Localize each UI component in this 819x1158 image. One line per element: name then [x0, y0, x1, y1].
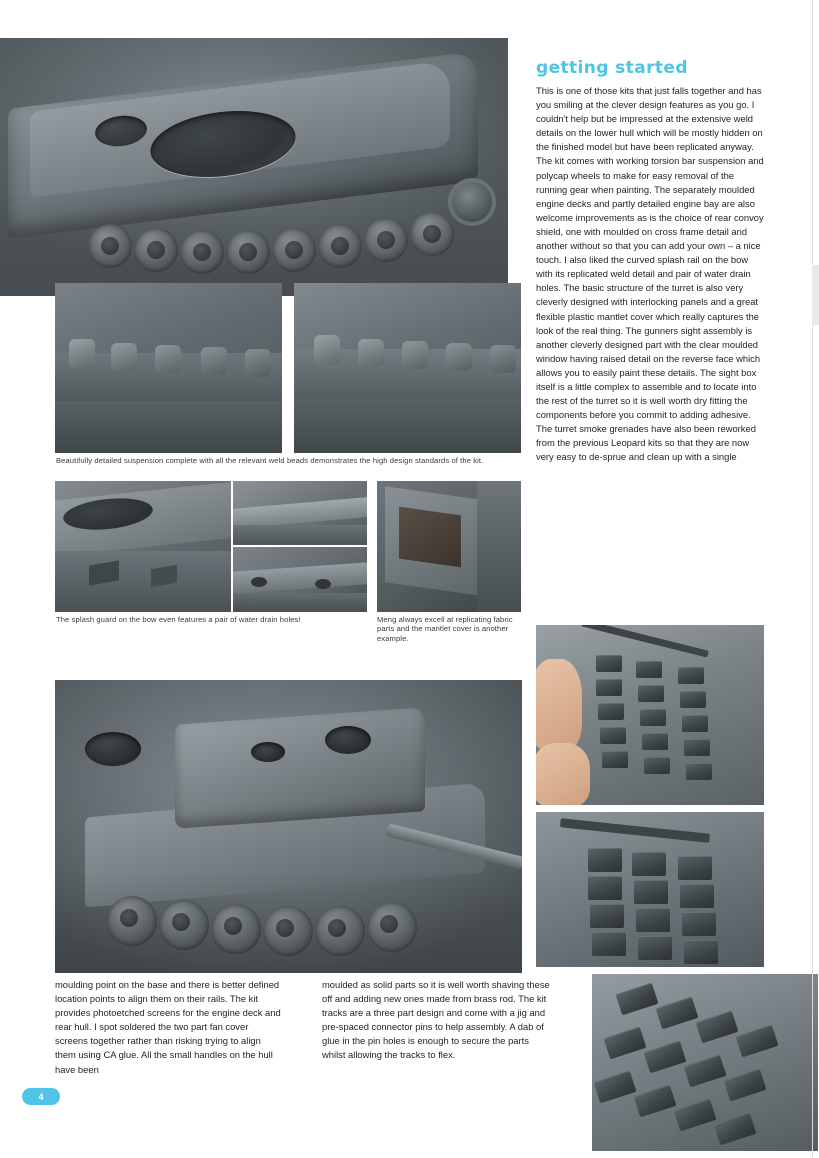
page-number-badge: 4 [22, 1088, 60, 1105]
photo-suspension-detail-right [294, 283, 521, 453]
page-edge-mark [812, 265, 819, 325]
photo-bow-detail-bottom [233, 547, 367, 612]
photo-lower-hull-assembly [0, 38, 508, 296]
article-body-bottom-column-2: moulded as solid parts so it is well worth shaving these off and adding new ones made from brass rod. The kit tracks are a three part design and come with a jig and pre-spaced connector pins to help assembly. A dab of glue in the pin holes is enough to secure the parts whilst allowing the tracks to flex. [322, 979, 550, 1061]
photo-assembled-turret-and-hull [55, 680, 522, 973]
hand [536, 659, 582, 751]
photo-bow-splash-guard [55, 481, 231, 612]
hand [536, 743, 590, 805]
photo-vignette [55, 680, 522, 973]
photo-assembled-track-run [592, 974, 818, 1151]
photo-suspension-detail-left [55, 283, 282, 453]
section-heading: getting started [536, 58, 688, 78]
photo-bow-detail-top [233, 481, 367, 545]
photo-mantlet-cover [377, 481, 521, 612]
article-body-right-column: This is one of those kits that just falls together and has you smiling at the clever design features as you go. I couldn't help but be impressed at the extensive weld details on the lower hull which will be mostly hidden on the finished model but have been replicated anyway. The kit comes with working torsion bar suspension and polycap wheels to make for easy removal of the running gear when painting. The separately moulded engine decks and partly detailed engine bay are also welcome improvements as is the choice of rear convoy shield, one with moulded on cross frame detail and another without so that you can add your own – a nice touch. I also liked the curved splash rail on the bow with its replicated weld detail and pair of water drain holes. The basic structure of the turret is also very cleverly designed with interlocking panels and a great flexible plastic mantlet cover which really captures the look of the real thing. The gunners sight assembly is another cleverly designed part with the clear moulded window having raised detail on the reverse face which allows you to easily paint these details. The sight box itself is a little complex to assemble and to locate into the rest of the turret so it is well worth dry fitting the components before you commit to adding adhesive. The turret smoke grenades have also been reworked from the previous Leopard kits so that they are now very easy to de-sprue and clean up with a single [536, 85, 764, 463]
photo-track-links-on-sprue [536, 625, 764, 805]
photo-vignette [0, 38, 508, 296]
page-edge-rule [812, 0, 813, 1158]
caption-suspension: Beautifully detailed suspension complete with all the relevant weld beads demonstrates the high design standards of the kit. [56, 456, 484, 465]
article-body-bottom-column-1: moulding point on the base and there is better defined location points to align them on their rails. The kit provides photoetched screens for the engine deck and rear hull. I spot soldered the two part fan cover screens together rather than risking trying to align them using CA glue. All the small handles on the hull have been [55, 979, 281, 1075]
photo-track-link-jig [536, 812, 764, 967]
caption-mantlet: Meng always excell at replicating fabric parts and the mantlet cover is another example. [377, 615, 513, 643]
caption-splash-guard: The splash guard on the bow even features a pair of water drain holes! [56, 615, 301, 624]
